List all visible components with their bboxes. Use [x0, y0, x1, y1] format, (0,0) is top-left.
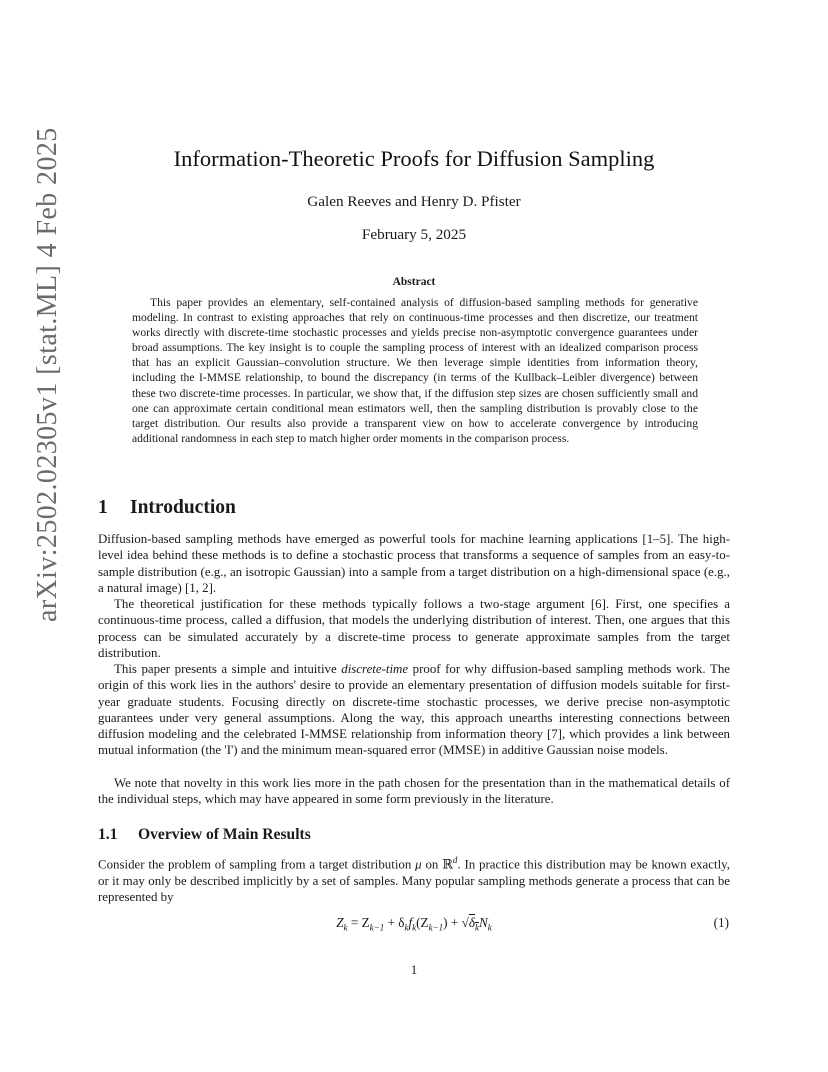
- section-title: Introduction: [130, 497, 236, 518]
- eq-plus-delta: + δ: [384, 915, 405, 930]
- eq-sqrt-delta-sub: k: [475, 922, 479, 933]
- symbol-mu: μ: [415, 857, 422, 872]
- eq-f-sub: k: [412, 922, 417, 933]
- overview-text-a: Consider the problem of sampling from a target distribution: [98, 857, 416, 872]
- abstract-heading: Abstract: [392, 276, 436, 288]
- overview-paragraph-1: [98, 852, 730, 905]
- eq-plus-sqrt: + √: [447, 915, 469, 930]
- eq-f: f: [408, 915, 413, 930]
- subsection-title: Overview of Main Results: [138, 826, 311, 843]
- superscript-d: d: [452, 855, 458, 865]
- eq-arg-sub: k−1: [428, 922, 444, 933]
- eq-sqrt-delta: δ: [468, 915, 475, 930]
- equation-number: (1): [713, 915, 729, 930]
- eq-sub-k-minus-1: k−1: [369, 922, 385, 933]
- intro-paragraph-1: Diffusion-based sampling methods have emerged as powerful tools for machine learning applications [1–5]. The high-level idea behind these methods is to define a stochastic process that transforms a sequence of samples from an easy-to-sample distribution (e.g., an isotropic Gaussian) into a sample from a target distribution on a high-dimensional space (e.g., a natural image) [1, 2].: [98, 532, 730, 595]
- eq-close-paren: ): [443, 915, 448, 930]
- eq-n-sub: k: [487, 922, 492, 933]
- equation-1: [0, 915, 828, 933]
- eq-sub-k: k: [343, 922, 348, 933]
- eq-n: N: [479, 915, 488, 930]
- eq-z: Z: [336, 915, 344, 930]
- abstract-text: This paper provides an elementary, self-contained analysis of diffusion-based sampling methods for generative modeling. In contrast to existing approaches that rely on continuous-time processes and then discretize, our treatment works directly with discrete-time stochastic processes and yields precise non-asymptotic convergence guarantees under broad assumptions. The key insight is to couple the sampling process of interest with an idealized comparison process that has an explicit Gaussian–convolution structure. We then leverage simple identities from information theory, including the I-MMSE relationship, to bound the discrepancy (in terms of the Kullback–Leibler divergence) between these two discrete-time processes. In particular, we show that, if the diffusion step sizes are chosen sufficiently small and one can approximate certain conditional mean estimators well, then the sampling distribution is provably close to the target distribution. Our results also provide a transparent view on how to accelerate convergence by introducing additional randomness in each step to match higher order moments in the comparison process.: [132, 296, 698, 445]
- intro-paragraph-3-rest: proof for why diffusion-based sampling methods work. The origin of this work lies in the authors' desire to provide an elementary presentation of diffusion models suitable for first-year graduate students. Focusing directly on discrete-time stochastic processes, we derive precise non-asymptotic guarantees under very general assumptions. Along the way, this approach unearths interesting connections between diffusion modeling and the celebrated I-MMSE relationship from information theory [7], which provides a link between mutual information (the 'I') and the minimum mean-squared error (MMSE) in additive Gaussian noise models.: [98, 662, 731, 758]
- emphasis-discrete-time: discrete-time: [341, 662, 409, 676]
- intro-paragraph-2: The theoretical justification for these methods typically follows a two-stage argument [6]. First, one specifies a continuous-time process, called a diffusion, that models the underlying distribution of interest. Then, one argues that this process can be simulated accurately by a discrete-time process to generate approximate samples from the target distribution.: [98, 597, 730, 660]
- eq-equals-z: = Z: [347, 915, 370, 930]
- intro-paragraph-3-start: This paper presents a simple and intuitive: [114, 662, 342, 676]
- overview-text-c: . In practice this distribution may be known exactly, or it may only be described implicitly by a set of samples. Many popular sampling methods generate a process that can be represented by: [98, 857, 730, 904]
- subsection-heading-overview: [98, 826, 311, 844]
- eq-delta-sub: k: [404, 922, 409, 933]
- overview-text-b: on ℝ: [421, 857, 453, 872]
- eq-arg-z: (Z: [416, 915, 429, 930]
- paper-date: February 5, 2025: [361, 226, 467, 243]
- page-number: 1: [410, 962, 418, 977]
- arxiv-identifier-stamp: arXiv:2502.02305v1 [stat.ML] 4 Feb 2025: [32, 127, 63, 622]
- paper-authors: Galen Reeves and Henry D. Pfister: [307, 193, 521, 210]
- paper-title: Information-Theoretic Proofs for Diffusion Sampling: [173, 146, 655, 171]
- section-number: 1: [98, 497, 108, 518]
- intro-paragraph-4: We note that novelty in this work lies more in the path chosen for the presentation than in the mathematical details of the individual steps, which may have appeared in some form previously in the literature.: [98, 776, 730, 807]
- intro-paragraph-3: [98, 661, 730, 759]
- subsection-number: 1.1: [98, 826, 118, 843]
- section-heading-introduction: [98, 497, 236, 519]
- eq-sqrt-argument: [468, 915, 479, 933]
